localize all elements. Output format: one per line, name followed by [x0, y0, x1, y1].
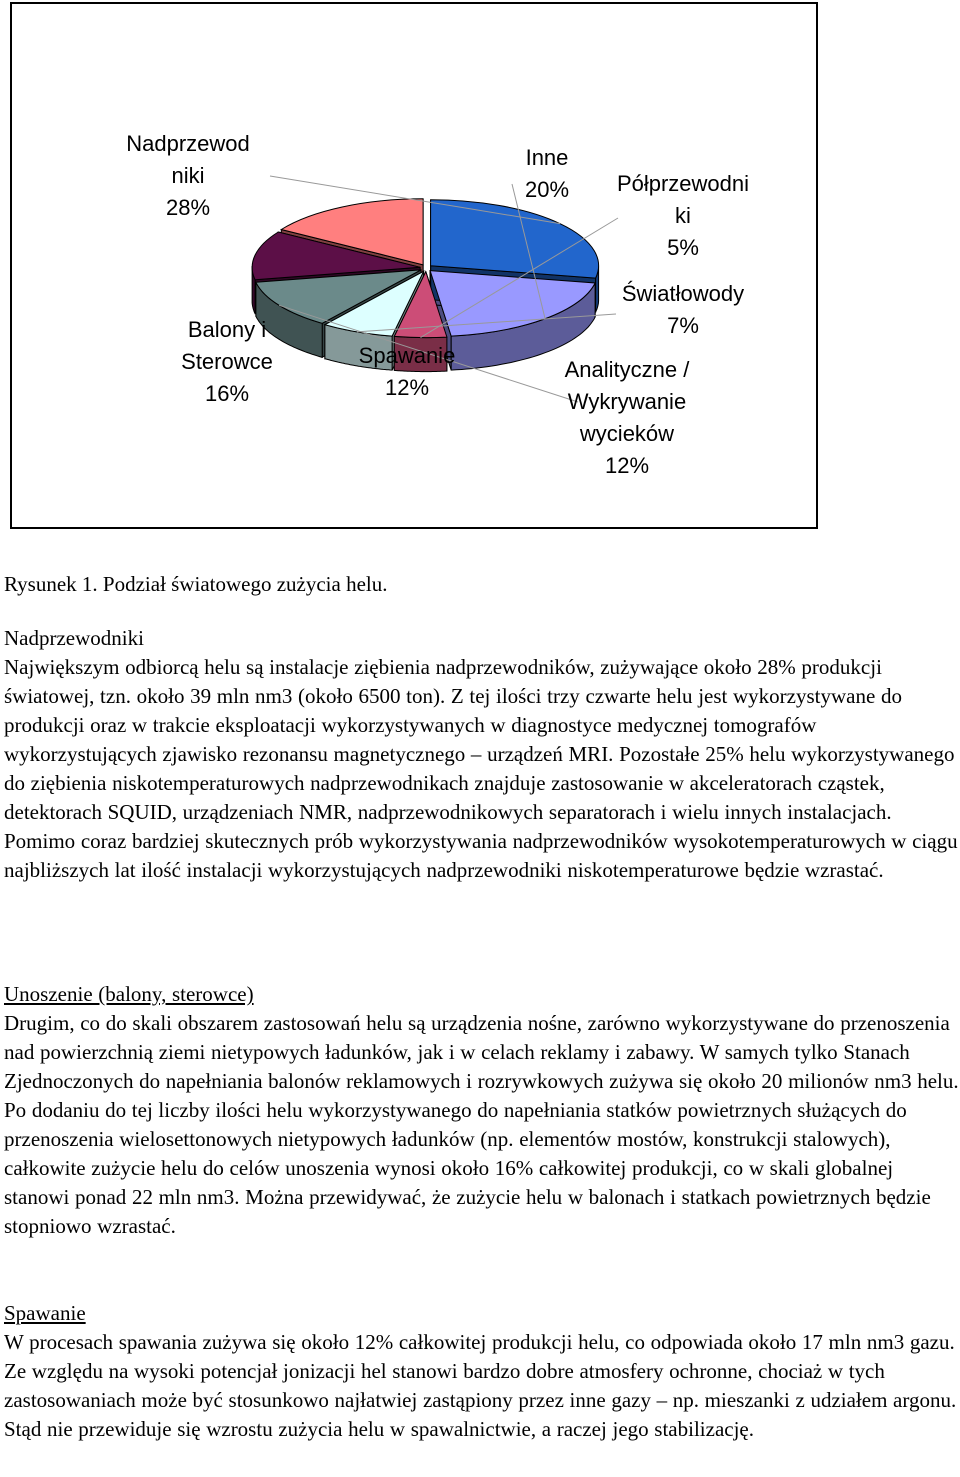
- section-body: Największym odbiorcą helu są instalacje ziębienia nadprzewodników, zużywające około 28% produkcji światowej, tzn. około 39 mln nm3 (około 6500 ton). Z tej ilości trzy czwarte helu jest wykorzystywane do produkcji oraz w trakcie eksploatacji wykorzystywanych w diagnostyce medycznej tomografów wykorzystujących zjawisko rezonansu magnetycznego – urządzeń MRI. Pozostałe 25% helu wykorzystywanego do ziębienia niskotemperaturowych nadprzewodnikach znajduje zastosowanie w akceleratorach cząstek, detektorach SQUID, urządzeniach NMR, nadprzewodnikowych separatorach i wielu innych instalacjach. Pomimo coraz bardziej skutecznych prób wykorzystywania nadprzewodników wysokotemperaturowych w ciągu najbliższych lat ilość instalacji wykorzystujących nadprzewodniki niskotemperaturowe będzie wzrastać.: [4, 655, 958, 882]
- slice-label-inne: Inne 20%: [524, 145, 570, 202]
- slice-label-polprzewodniki: Półprzewodni ki 5%: [616, 171, 750, 260]
- section-spawanie: [4, 1299, 959, 1444]
- section-heading: Spawanie: [4, 1301, 86, 1325]
- section-heading: Nadprzewodniki: [4, 626, 144, 650]
- slice-label-balony: Balony i Sterowce 16%: [181, 317, 273, 406]
- pie-chart-frame: [10, 2, 818, 529]
- slice-label-spawanie: Spawanie 12%: [358, 343, 456, 400]
- section-body: Drugim, co do skali obszarem zastosowań helu są urządzenia nośne, zarówno wykorzystywane do przenoszenia nad powierzchnią ziemi nietypowych ładunków, jak i w celach reklamy i zabawy. W samych tylko Stanach Zjednoczonych do napełniania balonów reklamowych i rozrywkowych zużywa się około 20 milionów nm3 helu. Po dodaniu do tej liczby ilości helu wykorzystywanego do napełniania statków powietrznych służących do przenoszenia wielosettonowych nietypowych ładunków (np. elementów mostów, konstrukcji stalowych), całkowite zużycie helu do celów unoszenia wynosi około 16% całkowitej produkcji, co w skali globalnej stanowi ponad 22 mln nm3. Można przewidywać, że zużycie helu w balonach i statkach powietrznych będzie stopniowo wzrastać.: [4, 1011, 959, 1238]
- section-body: W procesach spawania zużywa się około 12% całkowitej produkcji helu, co odpowiada około 17 mln nm3 gazu. Ze względu na wysoki potencjał jonizacji hel stanowi bardzo dobre atmosfery ochronne, chociaż w tych zastosowaniach może być stosunkowo najłatwiej zastąpiony przez inne gazy – np. mieszanki z udziałem argonu. Stąd nie przewiduje się wzrostu zużycia helu w spawalnictwie, a raczej jego stabilizację.: [4, 1330, 957, 1441]
- section-unoszenie: [4, 980, 959, 1241]
- slice-label-swiatlowody: Światłowody 7%: [621, 281, 745, 338]
- figure-caption: Rysunek 1. Podział światowego zużycia helu.: [4, 572, 388, 596]
- section-heading: Unoszenie (balony, sterowce): [4, 982, 254, 1006]
- section-nadprzewodniki: [4, 624, 959, 885]
- slice-label-analityczne: Analityczne / Wykrywanie wycieków 12%: [564, 357, 690, 478]
- slice-label-nadprzewodniki: Nadprzewod niki 28%: [126, 131, 250, 220]
- pie-slice-nadprzewodniki: [431, 200, 599, 278]
